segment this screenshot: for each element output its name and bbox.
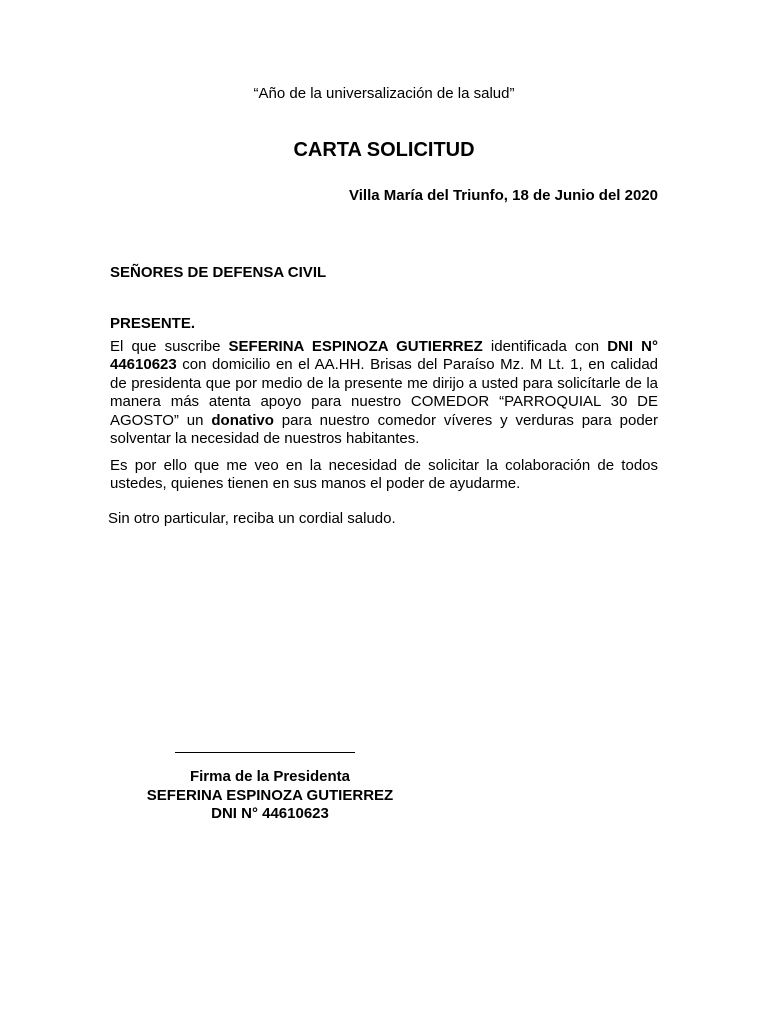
dni-inline: DNI N° 44610623 [110, 338, 658, 374]
signer-name-inline: SEFERINA ESPINOZA GUTIERREZ [228, 338, 483, 355]
place-date: Villa María del Triunfo, 18 de Junio del 2020 [349, 187, 658, 204]
signature-dni: DNI N° 44610623 [211, 805, 329, 822]
p1-text-1: El que suscribe [110, 338, 229, 355]
letter-title: CARTA SOLICITUD [293, 139, 475, 161]
salutation: PRESENTE. [110, 315, 196, 332]
signature-name: SEFERINA ESPINOZA GUTIERREZ [146, 786, 394, 804]
p1-text-4: para nuestro comedor víveres y verduras para poder solventar la necesidad de nuestros habitantes. [110, 411, 658, 448]
donativo-word: donativo [211, 411, 274, 429]
closing-line: Sin otro particular, reciba un cordial saludo. [108, 510, 396, 527]
signature-line [175, 752, 355, 753]
body-paragraph-2: Es por ello que me veo en la necesidad de solicitar la colaboración de todos ustedes, quienes tienen en sus manos el poder de ayudarme. [110, 457, 658, 493]
addressee: SEÑORES DE DEFENSA CIVIL [110, 264, 327, 281]
signature-block [120, 768, 420, 824]
body-paragraph-1 [110, 338, 658, 448]
p1-text-3: con domicilio en el AA.HH. Brisas del Paraíso Mz. M Lt. 1, en calidad de presidenta que por medio de la presente me dirijo a usted para solicítarle de la manera más atenta apoyo para nuestro COMEDOR “PARROQUIAL 30 DE AGOSTO” un [110, 356, 658, 429]
p1-text-2: identificada con [482, 338, 608, 355]
signature-role: Firma de la Presidenta [189, 768, 351, 785]
year-motto: “Año de la universalización de la salud” [253, 85, 515, 102]
